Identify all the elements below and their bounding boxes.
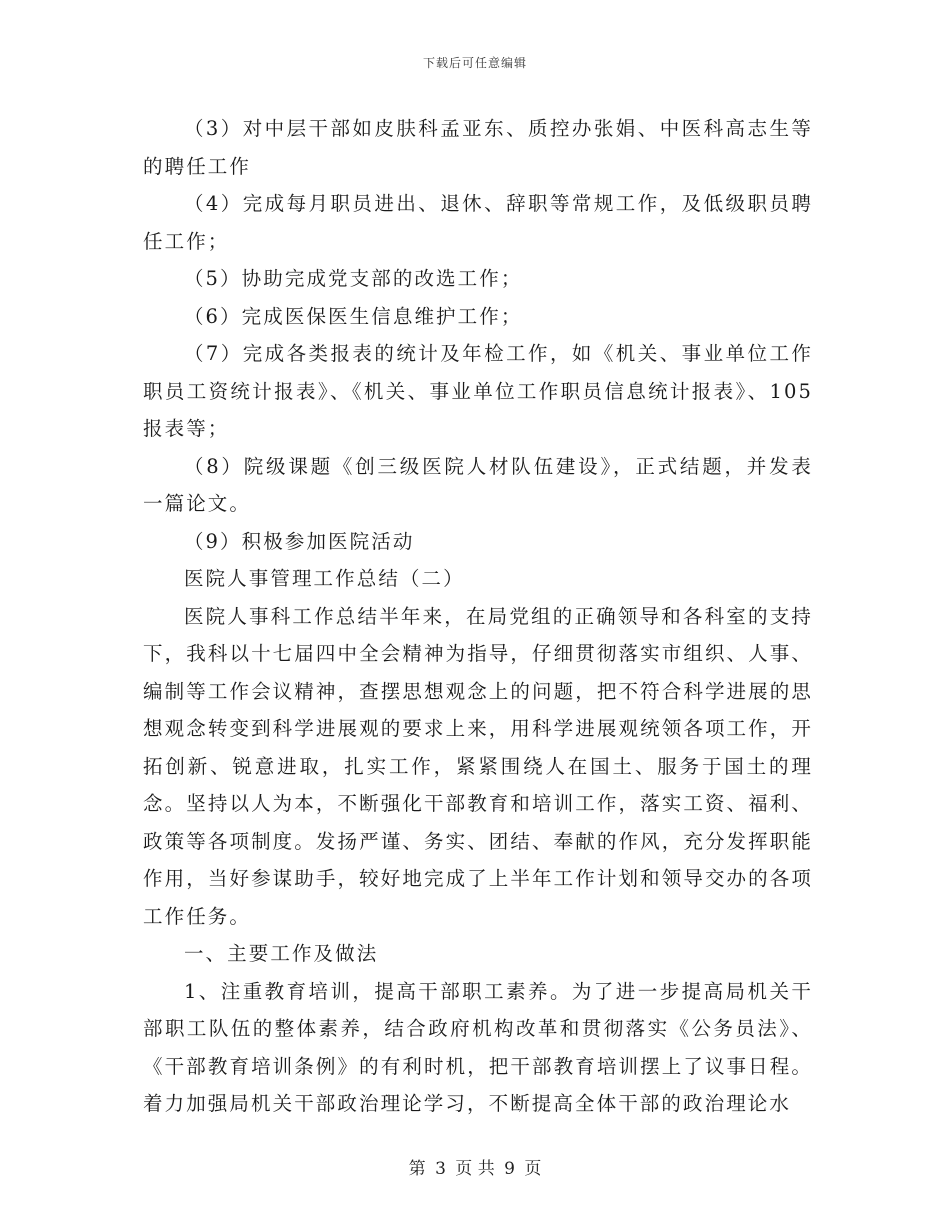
total-pages-number: 9 <box>504 1159 515 1179</box>
paragraph-item-3: （3）对中层干部如皮肤科孟亚东、质控办张娟、中医科高志生等的聘任工作 <box>143 117 813 178</box>
paragraph-item-7: （7）完成各类报表的统计及年检工作，如《机关、事业单位工作职员工资统计报表》、《机关、事业单位工作职员信息统计报表》、105报表等； <box>143 342 813 440</box>
page-number-footer <box>0 1154 950 1179</box>
document-body <box>143 110 813 1123</box>
paragraph-item-9: （9）积极参加医院活动 <box>183 529 415 553</box>
training-paragraph: 1、注重教育培训，提高干部职工素养。为了进一步提高局机关干部职工队伍的整体素养，结合政府机构改革和贯彻落实《公务员法》、《干部教育培训条例》的有利时机，把干部教育培训摆上了议事日程。着力加强局机关干部政治理论学习，不断提高全体干部的政治理论水 <box>143 979 813 1115</box>
footer-middle: 页 共 <box>455 1159 495 1179</box>
footer-prefix: 第 <box>408 1159 426 1179</box>
footer-suffix: 页 <box>524 1159 542 1179</box>
subsection-heading: 一、主要工作及做法 <box>183 942 379 965</box>
paragraph-item-8: （8）院级课题《创三级医院人材队伍建设》，正式结题，并发表一篇论文。 <box>143 454 813 515</box>
page-header: 下载后可任意编辑 <box>422 56 527 70</box>
current-page-number: 3 <box>435 1159 446 1179</box>
summary-paragraph: 医院人事科工作总结半年来，在局党组的正确领导和各科室的支持下，我科以十七届四中全会精神为指导，仔细贯彻落实市组织、人事、编制等工作会议精神，查摆思想观念上的问题，把不符合科学进展的思想观念转变到科学进展观的要求上来，用科学进展观统领各项工作，开拓创新、锐意进取，扎实工作，紧紧围绕人在国土、服务于国土的理念。坚持以人为本，不断强化干部教育和培训工作，落实工资、福利、政策等各项制度。发扬严谨、务实、团结、奉献的作风，充分发挥职能作用，当好参谋助手，较好地完成了上半年工作计划和领导交办的各项工作任务。 <box>143 604 813 928</box>
paragraph-item-6: （6）完成医保医生信息维护工作； <box>183 304 523 328</box>
paragraph-item-5: （5）协助完成党支部的改选工作； <box>183 267 523 290</box>
section-title: 医院人事管理工作总结（二） <box>183 567 465 590</box>
paragraph-item-4: （4）完成每月职员进出、退休、辞职等常规工作，及低级职员聘任工作； <box>143 192 813 253</box>
